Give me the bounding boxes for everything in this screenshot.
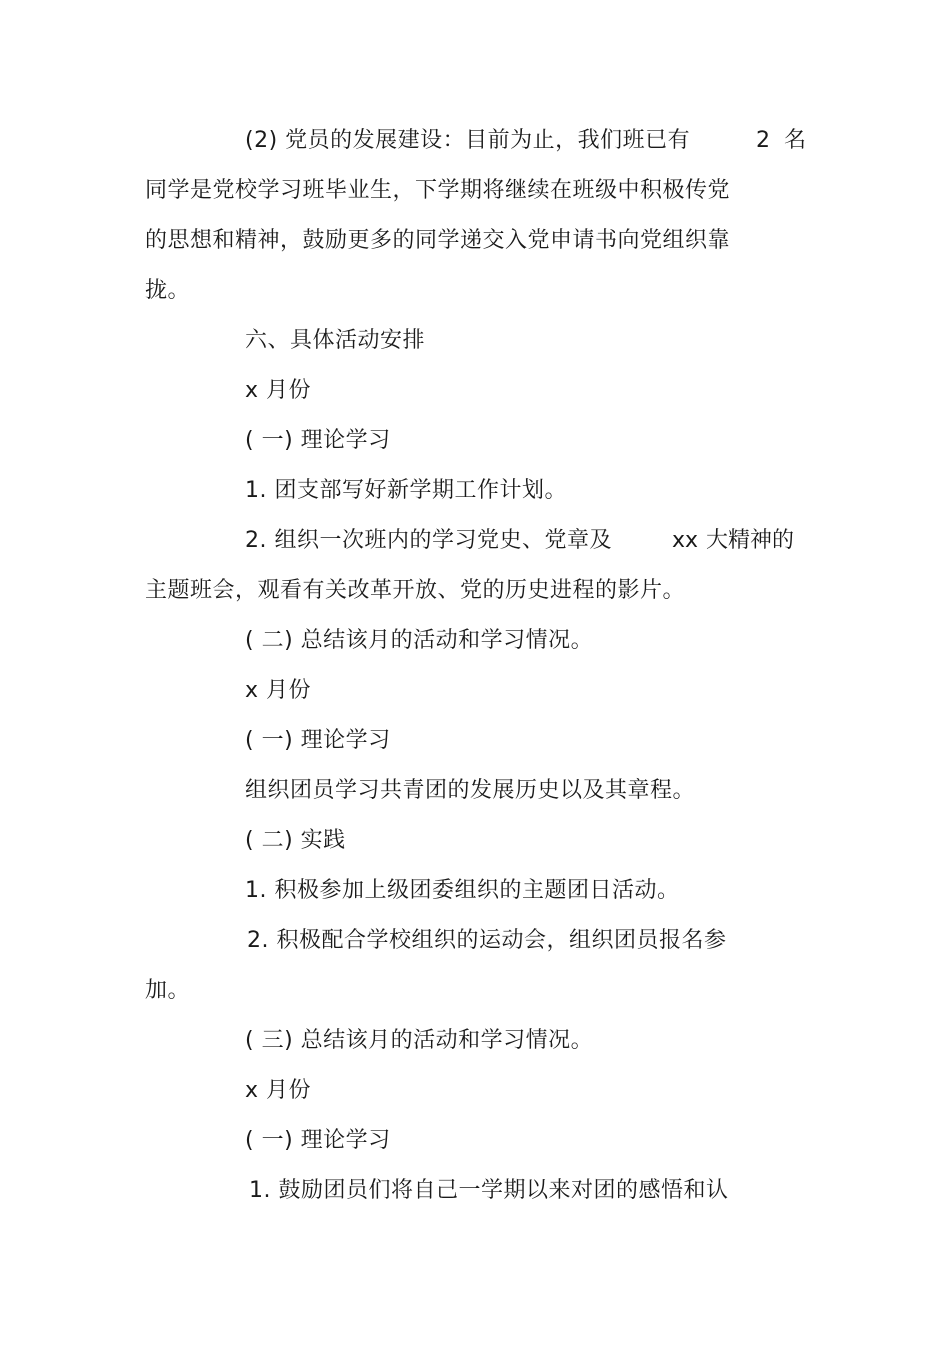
subsection-heading: ( 二) 实践 — [245, 828, 346, 853]
month-heading: x 月份 — [245, 1078, 312, 1103]
list-item: 1. 积极参加上级团委组织的主题团日活动。 — [245, 878, 680, 903]
paragraph-line: 组织团员学习共青团的发展历史以及其章程。 — [245, 778, 696, 803]
section-heading: 六、具体活动安排 — [245, 328, 426, 353]
subsection-heading: ( 二) 总结该月的活动和学习情况。 — [245, 628, 594, 653]
month-heading: x 月份 — [245, 678, 312, 703]
paragraph-line: 主题班会，观看有关改革开放、党的历史进程的影片。 — [145, 578, 686, 603]
paragraph-line: 的思想和精神，鼓励更多的同学递交入党申请书向党组织靠 — [145, 228, 731, 253]
paragraph-line: 同学是党校学习班毕业生，下学期将继续在班级中积极传党 — [145, 178, 731, 203]
month-heading: x 月份 — [245, 378, 312, 403]
paragraph-number: 2 — [756, 128, 770, 153]
list-item: 1. 鼓励团员们将自己一学期以来对团的感悟和认 — [249, 1178, 729, 1203]
list-item: 1. 团支部写好新学期工作计划。 — [245, 478, 567, 503]
paragraph-line: 加。 — [145, 978, 191, 1003]
list-item-tail: 大精神的 — [706, 528, 795, 553]
list-item: 2. 积极配合学校组织的运动会，组织团员报名参 — [247, 928, 727, 953]
paragraph-line-tail: 名 — [784, 128, 807, 153]
list-item-term: xx — [672, 528, 699, 553]
subsection-heading: ( 一) 理论学习 — [245, 428, 391, 453]
list-item: 2. 组织一次班内的学习党史、党章及 — [245, 528, 612, 553]
subsection-heading: ( 三) 总结该月的活动和学习情况。 — [245, 1028, 594, 1053]
paragraph-line: 拢。 — [145, 278, 191, 303]
paragraph-line: (2) 党员的发展建设：目前为止，我们班已有 — [245, 128, 691, 153]
subsection-heading: ( 一) 理论学习 — [245, 728, 391, 753]
subsection-heading: ( 一) 理论学习 — [245, 1128, 391, 1153]
